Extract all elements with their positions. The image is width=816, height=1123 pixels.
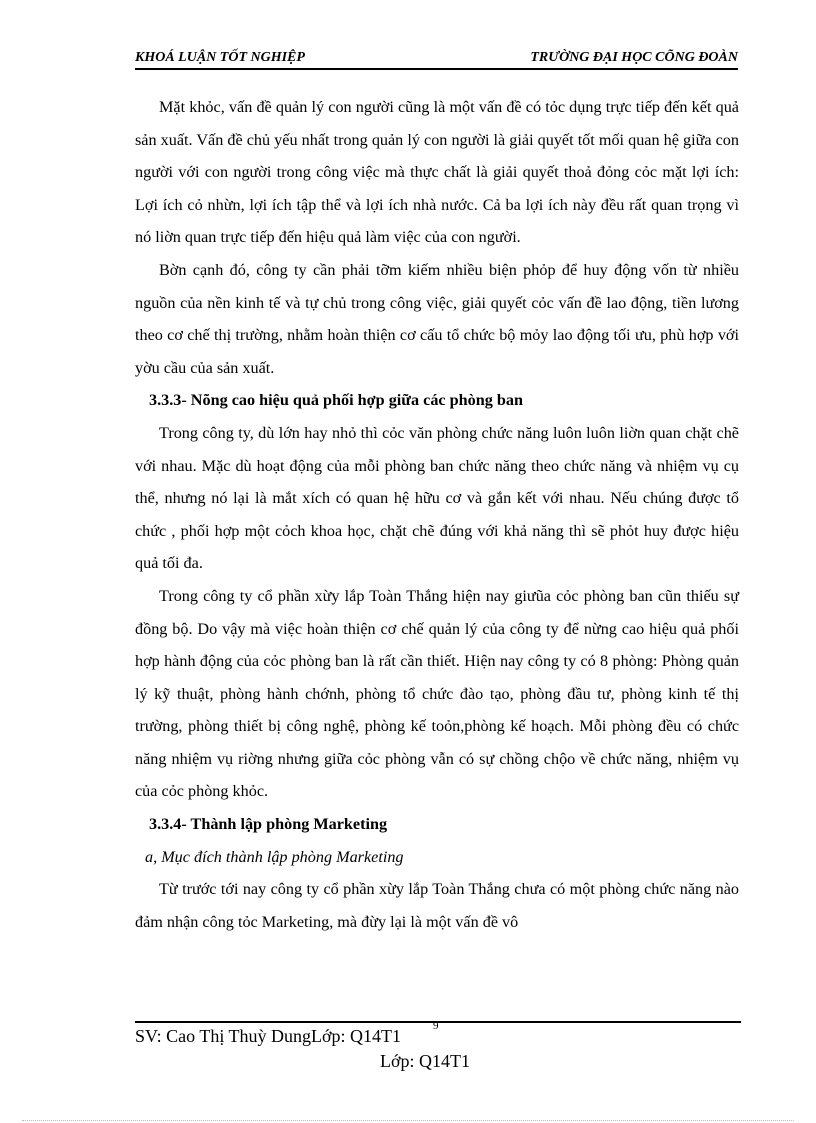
paragraph-1: Mặt khỏc, vấn đề quản lý con người cũng là một vấn đề có tỏc dụng trực tiếp đến kết quả sản xuất. Vấn đề chủ yếu nhất trong quản lý con người là giải quyết tốt mối quan hệ giữa con người với con người trong công việc mà thực chất là giải quyết thoả đỏng cỏc mặt lợi ích: Lợi ích cỏ nhừn, lợi ích tập thể và lợi ích nhà nước. Cả ba lợi ích này đều rất quan trọng vì nó liờn quan trực tiếp đến hiệu quả làm việc của con người. bbox=[135, 98, 739, 247]
header-right-title: TRƯỜNG ĐẠI HỌC CÕNG ĐOÀN bbox=[530, 50, 738, 65]
paragraph-3: Trong công ty, dù lớn hay nhỏ thì cỏc văn phòng chức năng luôn luôn liờn quan chặt chẽ với nhau. Mặc dù hoạt động của mỗi phòng ban chức năng theo chức năng và nhiệm vụ cụ thể, nhưng nó lại là mắt xích có quan hệ hữu cơ và gắn kết với nhau. Nếu chúng được tổ chức , phối hợp một cỏch khoa học, chặt chẽ đúng với khả năng thì sẽ phỏt huy được hiệu quả tối đa. bbox=[135, 423, 739, 573]
section-heading-3-3-3: 3.3.3- Nõng cao hiệu quả phối hợp giữa các phòng ban bbox=[149, 391, 523, 410]
footer-student-line: SV: Cao Thị Thuỳ DungLớp: Q14T1 bbox=[135, 1026, 402, 1046]
paragraph-4: Trong công ty cổ phần xừy lắp Toàn Thắng hiện nay giưũa cỏc phòng ban cũn thiếu sự đồng bộ. Do vậy mà việc hoàn thiện cơ chế quản lý của công ty để nừng cao hiệu quả phối hợp hành động của cỏc phòng ban là rất cần thiết. Hiện nay công ty có 8 phòng: Phòng quản lý kỹ thuật, phòng hành chớnh, phòng tổ chức đào tạo, phòng đầu tư, phòng kinh tế thị trường, phòng thiết bị công nghệ, phòng kế toỏn,phòng kế hoạch. Mỗi phòng đều có chức năng nhiệm vụ riờng nhưng giữa cỏc phòng vẫn có sự chồng chộo về chức năng, nhiệm vụ của cỏc phòng khỏc. bbox=[135, 586, 739, 801]
page-header bbox=[135, 48, 738, 70]
page-number: 9 bbox=[433, 1020, 439, 1032]
document-body bbox=[135, 91, 739, 938]
page-bottom-edge bbox=[22, 1120, 794, 1121]
paragraph-5: Từ trước tới nay công ty cổ phần xừy lắp Toàn Thắng chưa có một phòng chức năng nào đảm nhận công tỏc Marketing, mà đừy lại là một vấn đề vô bbox=[135, 880, 739, 931]
header-left-title: KHOÁ LUẬN TỐT NGHIỆP bbox=[135, 50, 305, 65]
footer-class-line: Lớp: Q14T1 bbox=[380, 1051, 471, 1071]
section-heading-3-3-4: 3.3.4- Thành lập phòng Marketing bbox=[149, 815, 388, 834]
subheading-a: a, Mục đích thành lập phòng Marketing bbox=[145, 847, 404, 866]
paragraph-2: Bờn cạnh đó, công ty cần phải tỡm kiếm nhiều biện phỏp để huy động vốn từ nhiều nguồn của nền kinh tế và tự chủ trong công việc, giải quyết cỏc vấn đề lao động, tiền lương theo cơ chế thị trường, nhằm hoàn thiện cơ cấu tổ chức bộ mỏy lao động tối ưu, phù hợp với yờu cầu của sản xuất. bbox=[135, 260, 739, 377]
